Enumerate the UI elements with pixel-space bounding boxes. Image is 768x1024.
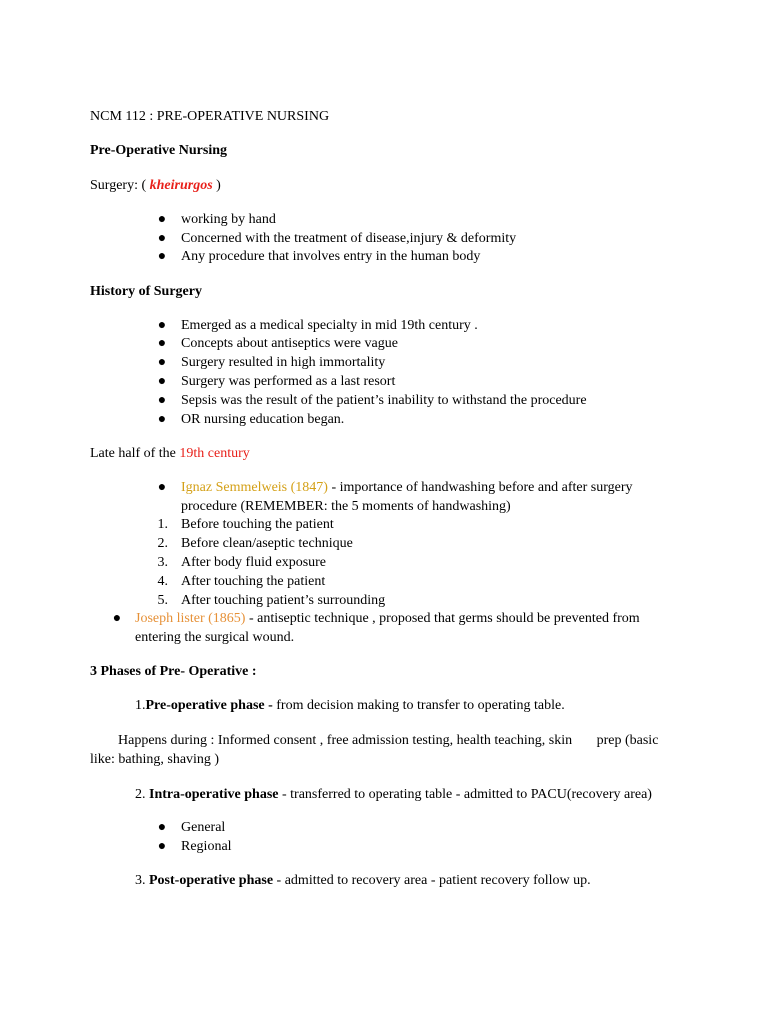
list-item: Concepts about antiseptics were vague	[181, 336, 398, 351]
phase1-number: 1.	[135, 698, 146, 713]
bullet-icon: ●	[157, 480, 167, 495]
history-heading: History of Surgery	[90, 284, 202, 299]
list-item: After body fluid exposure	[181, 555, 327, 570]
phase3-line	[135, 871, 591, 890]
bullet-icon: ●	[157, 820, 167, 835]
list-item: General	[181, 820, 226, 835]
semmelweis-line2: procedure (REMEMBER: the 5 moments of handwashing)	[181, 499, 511, 514]
phases-heading: 3 Phases of Pre- Operative :	[90, 664, 257, 679]
phase1-line	[135, 696, 565, 715]
surgery-term: kheirurgos	[149, 178, 213, 193]
list-item: After touching patient’s surrounding	[181, 593, 386, 608]
list-item: Surgery was performed as a last resort	[181, 374, 396, 389]
lister-text: - antiseptic technique , proposed that germs should be prevented from	[245, 611, 640, 626]
list-item: Any procedure that involves entry in the human body	[181, 249, 481, 264]
list-item: Sepsis was the result of the patient’s inability to withstand the procedure	[181, 393, 587, 408]
semmelweis-text: - importance of handwashing before and after surgery	[327, 480, 633, 495]
phase2-line	[135, 785, 652, 804]
main-heading: Pre-Operative Nursing	[90, 143, 227, 158]
happens-line1: Happens during : Informed consent , free admission testing, health teaching, skin prep (basic	[118, 733, 659, 748]
bullet-icon: ●	[157, 231, 167, 246]
lister-name: Joseph lister (1865)	[135, 611, 246, 626]
late-half-highlight: 19th century	[179, 446, 250, 461]
surgery-suffix: )	[212, 178, 221, 193]
phase1-title: Pre-operative phase -	[145, 698, 273, 713]
list-item: Regional	[181, 839, 232, 854]
late-half-line	[90, 444, 250, 463]
list-number: 3.	[157, 555, 168, 570]
phase3-title: Post-operative phase	[149, 873, 274, 888]
bullet-icon: ●	[157, 412, 167, 427]
lister-line2: entering the surgical wound.	[135, 630, 295, 645]
bullet-icon: ●	[157, 249, 167, 264]
bullet-icon: ●	[157, 336, 167, 351]
bullet-icon: ●	[157, 393, 167, 408]
list-number: 4.	[157, 574, 168, 589]
lister-line1	[135, 609, 640, 628]
semmelweis-name: Ignaz Semmelweis (1847)	[181, 480, 328, 495]
bullet-icon: ●	[157, 374, 167, 389]
list-item: OR nursing education began.	[181, 412, 345, 427]
late-half-prefix: Late half of the	[90, 446, 180, 461]
bullet-icon: ●	[112, 611, 122, 626]
list-number: 2.	[157, 536, 168, 551]
happens-line2: like: bathing, shaving )	[90, 752, 220, 767]
surgery-prefix: Surgery: (	[90, 178, 150, 193]
bullet-icon: ●	[157, 212, 167, 227]
phase3-desc: - admitted to recovery area - patient recovery follow up.	[273, 873, 591, 888]
list-number: 1.	[157, 517, 168, 532]
list-item: working by hand	[181, 212, 276, 227]
bullet-icon: ●	[157, 839, 167, 854]
list-item: Concerned with the treatment of disease,injury & deformity	[181, 231, 517, 246]
surgery-definition	[90, 176, 221, 195]
list-number: 5.	[157, 593, 168, 608]
list-item: Surgery resulted in high immortality	[181, 355, 386, 370]
phase2-title: Intra-operative phase	[149, 787, 279, 802]
list-item: Before touching the patient	[181, 517, 334, 532]
list-item: Emerged as a medical specialty in mid 19th century .	[181, 318, 478, 333]
list-item: Before clean/aseptic technique	[181, 536, 353, 551]
bullet-icon: ●	[157, 318, 167, 333]
phase3-number: 3.	[135, 873, 149, 888]
course-title: NCM 112 : PRE-OPERATIVE NURSING	[90, 109, 330, 124]
semmelweis-line1	[181, 478, 632, 497]
phase2-desc: - transferred to operating table - admitted to PACU(recovery area)	[278, 787, 652, 802]
phase2-number: 2.	[135, 787, 149, 802]
list-item: After touching the patient	[181, 574, 326, 589]
bullet-icon: ●	[157, 355, 167, 370]
phase1-desc: from decision making to transfer to operating table.	[272, 698, 565, 713]
